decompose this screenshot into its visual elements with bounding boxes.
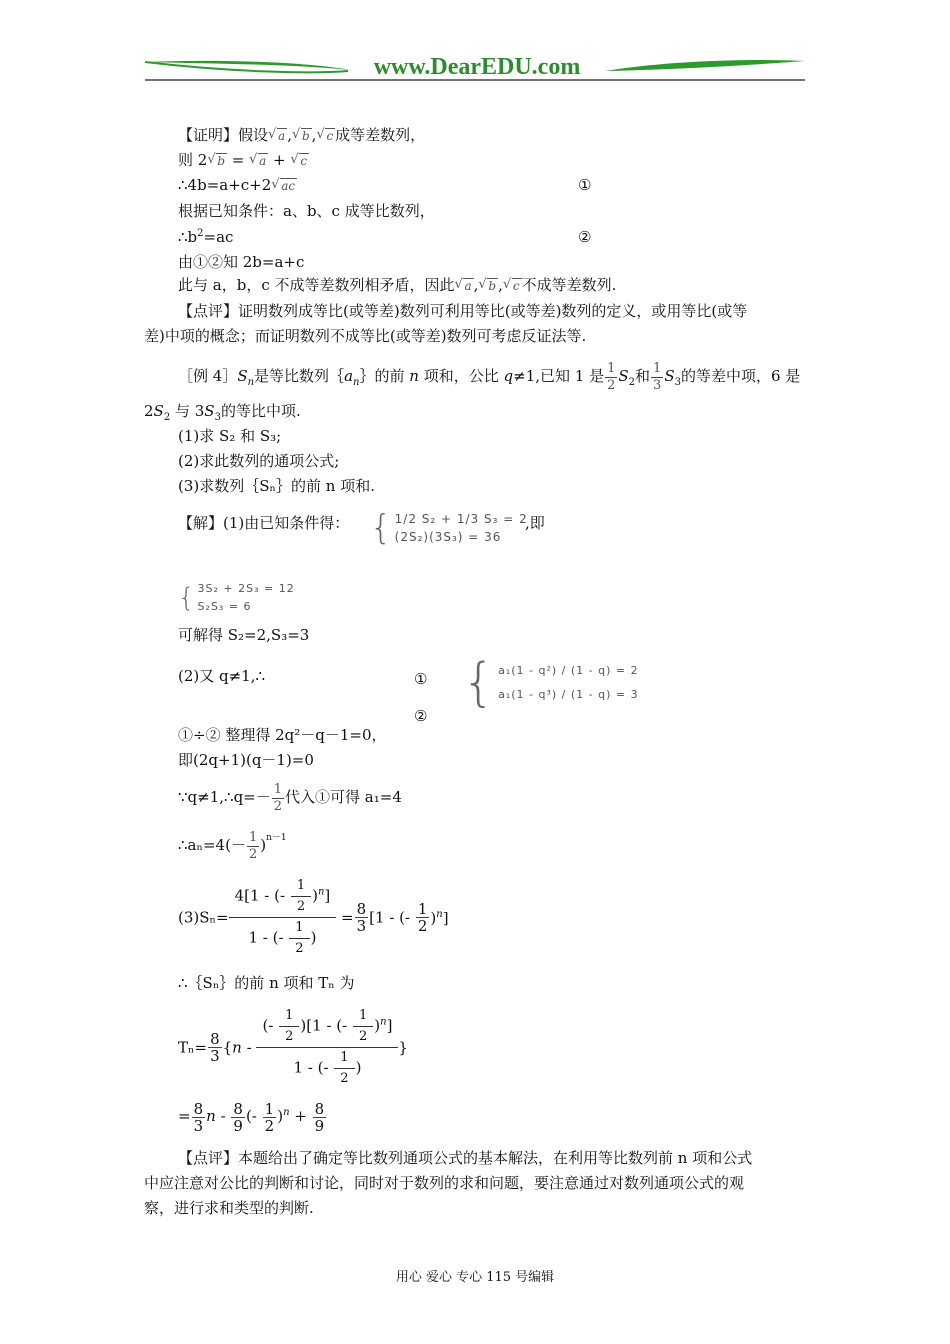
question-2: (2)求此数列的通项公式; (178, 452, 340, 470)
tn-final: = $\frac{8}{3}$ n - $\frac{8}{9}$ (- $\frac{1}{2}$ )$^n$ + $\frac{8}{9}$ (178, 1099, 325, 1135)
system-3: { a₁(1 - q²) / (1 - q) = 2 a₁(1 - q³) / (1 - q) = 3 (462, 653, 639, 713)
factor-line: 即(2q+1)(q－1)=0 (178, 751, 314, 769)
ji-text: ,即 (525, 514, 545, 532)
proof-line-1: 【证明】假设√ a ,√ b ,√ c 成等差数列， (178, 126, 425, 144)
question-3: (3)求数列｛Sₙ｝的前 n 项和. (178, 477, 375, 495)
question-1: (1)求 S₂ 和 S₃; (178, 427, 282, 445)
solution-step-2: (2)又 q≠1,∴ (178, 667, 266, 685)
q-value-line: ∵q≠1,∴q=－ $\frac{1}{2}$ 代入①可得 a₁=4 (178, 781, 402, 814)
comment1-line-1: 【点评】证明数列成等比(或等差)数列可利用等比(或等差)数列的定义，或用等比(或等 (178, 302, 748, 320)
comment2-line-2: 中应注意对公比的判断和讨论，同时对于数列的求和问题，要注意通过对数列通项公式的观 (144, 1174, 745, 1192)
system-2: { 3S₂ + 2S₃ = 12 S₂S₃ = 6 (178, 582, 295, 613)
result-1: 可解得 S₂=2,S₃=3 (178, 626, 310, 644)
proof-line-3: ∴4b=a+c+2√ ac (178, 176, 297, 194)
proof-mark-2: ② (578, 228, 592, 246)
system-1: { 1/2 S₂ + 1/3 S₃ = 2 (2S₂)(3S₃) = 36 (370, 508, 528, 548)
comment1-line-2: 差)中项的概念；而证明数列不成等比(或等差)数列可考虑反证法等. (144, 327, 587, 345)
page-footer: 用心 爱心 专心 115 号编辑 (395, 1270, 555, 1285)
tn-intro: ∴｛Sₙ｝的前 n 项和 Tₙ 为 (178, 974, 355, 992)
proof-line-6: 由①②知 2b=a+c (178, 253, 305, 271)
tn-formula: Tₙ= $\frac{8}{3}$ {n - (- $\frac{1}{2}$ )[1 - (- $\frac{1}{2}$ )$^n$] 1 - (- $\frac{1}{2}$ ) } (178, 1008, 408, 1086)
site-name: www.DearEDU.com (373, 54, 581, 80)
proof-line-5: $\therefore b^2=ac$ (178, 228, 234, 246)
example4-line-2: $2S_2$ 与 $3S_3$的等比中项. (144, 402, 301, 423)
example4-intro: ［例 $4]S_n$是等比数列$\{a_n\}$的前 n 项和，公比 q≠1,已知 1 是 $\frac{1}{2}$ $S_2$和 $\frac{1}{3}$ $S_3$的等差中项，6 是 (178, 360, 801, 393)
proof-line-7: 此与 a，b，c 不成等差数列相矛盾，因此√ a ,√ b ,√ c 不成等差数列. (178, 276, 616, 294)
divide-line: ①÷② 整理得 2q²－q－1=0， (178, 726, 387, 744)
equation-mark-2: ② (414, 707, 428, 725)
proof-line-4: 根据已知条件：a、b、c 成等比数列， (178, 202, 435, 220)
proof-line-2: 则 2√ b = √ a + √ c (178, 151, 309, 169)
comment2-line-3: 察，进行求和类型的判断. (144, 1199, 314, 1217)
proof-tag: 【证明】 (178, 126, 239, 144)
dearedu-header-logo (140, 52, 810, 84)
proof-mark-1: ① (578, 176, 592, 194)
sn-formula: (3)Sₙ= 4[1 - (- $\frac{1}{2}$ )$^n$] 1 - (- $\frac{1}{2}$ ) = $\frac{8}{3}$ [1 - (- $\frac{1}{2}$ )$^n$] (178, 878, 449, 956)
comment2-line-1: 【点评】本题给出了确定等比数列通项公式的基本解法，在利用等比数列前 n 项和公式 (178, 1149, 753, 1167)
solution-step-1: 【解】(1)由已知条件得： (178, 514, 350, 532)
equation-mark-1: ① (414, 670, 428, 688)
an-formula: ∴aₙ=4(－ $\frac{1}{2}$ )$^{n-1}$ (178, 829, 287, 862)
